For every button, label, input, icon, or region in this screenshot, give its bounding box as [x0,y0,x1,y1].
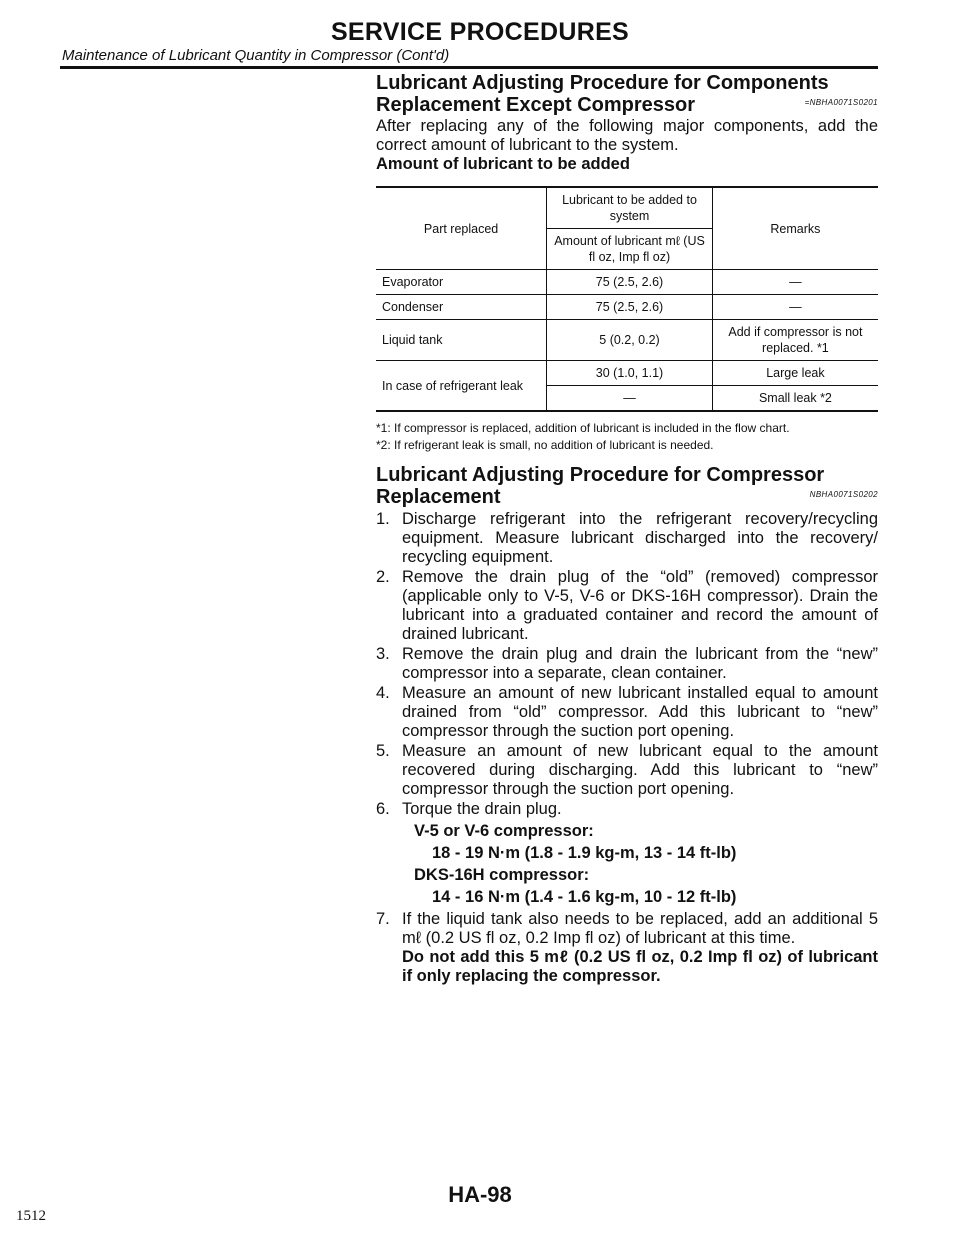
main-content [376,72,878,987]
cell-remarks: — [712,295,878,320]
header-divider [60,66,878,69]
reference-code: NBHA0071S0202 [809,490,878,499]
footnote [376,437,878,454]
footnote [376,420,878,437]
list-item [376,510,878,567]
cell-amount: 75 (2.5, 2.6) [547,295,713,320]
cell-remarks: Add if compressor is not replaced. *1 [712,320,878,361]
reference-code: =NBHA0071S0201 [804,98,878,107]
table-row [376,320,878,361]
cell-amount: 5 (0.2, 0.2) [547,320,713,361]
table-row [376,295,878,320]
header-lubricant-to-add: Lubricant to be added to system [547,187,713,229]
cell-part: In case of refrigerant leak [376,361,547,412]
step-text: Remove the drain plug and drain the lubricant from the “new” compressor into a separate, clean container. [402,645,878,682]
list-item [376,910,878,986]
cell-part: Condenser [376,295,547,320]
table-footnotes [376,420,878,454]
section-title-line: Replacement [376,486,501,508]
header-amount-of-lubricant: Amount of lubricant mℓ (US fl oz, Imp fl oz) [547,229,713,270]
step-number: 1. [376,510,390,528]
footnote-mark: *1: [376,421,391,435]
cell-amount: 75 (2.5, 2.6) [547,270,713,295]
torque-value-dks16h: 14 - 16 N·m (1.4 - 1.6 kg-m, 10 - 12 ft-lb) [432,888,737,906]
table-row [376,361,878,386]
table-row [376,270,878,295]
torque-label-v5-v6: V-5 or V-6 compressor: [414,822,594,840]
step-warning: Do not add this 5 mℓ (0.2 US fl oz, 0.2 Imp fl oz) of lubricant if only replacing the compressor. [402,948,878,985]
intro-paragraph: After replacing any of the following major components, add the correct amount of lubricant to the system. [376,117,878,154]
page-number: HA-98 [448,1182,512,1207]
step-text [402,910,878,986]
step-number: 6. [376,800,390,818]
list-item [376,568,878,644]
step-number: 2. [376,568,390,586]
section-title-line: Lubricant Adjusting Procedure for Compressor [376,464,825,486]
step-text: Remove the drain plug of the “old” (removed) compressor (applicable only to V-5, V-6 or DKS-16H compressor). Drain the lubricant into a graduated container and record the amount of drained lubricant. [402,568,878,643]
cell-amount: — [547,386,713,412]
list-item [376,800,878,819]
header-part-replaced: Part replaced [376,187,547,270]
cell-remarks: Large leak [712,361,878,386]
step-number: 7. [376,910,390,928]
section-title-line: Lubricant Adjusting Procedure for Components [376,72,829,94]
cell-amount: 30 (1.0, 1.1) [547,361,713,386]
section-title-line: Replacement Except Compressor [376,94,696,116]
torque-label-dks16h: DKS-16H compressor: [414,866,590,884]
list-item [376,684,878,741]
cell-remarks: Small leak *2 [712,386,878,412]
lubricant-table [376,186,878,412]
step-text: Measure an amount of new lubricant equal to the amount recovered during discharging. Add this lubricant to “new” compressor through the suction port opening. [402,742,878,798]
cell-remarks: — [712,270,878,295]
page-header-title: SERVICE PROCEDURES [330,18,630,46]
footnote-text: If compressor is replaced, addition of lubricant is included in the flow chart. [394,421,790,435]
step-number: 5. [376,742,390,760]
footnote-text: If refrigerant leak is small, no addition of lubricant is needed. [394,438,714,452]
page-header-subtitle: Maintenance of Lubricant Quantity in Compressor (Cont'd) [62,47,450,64]
section-title-compressor [376,464,878,508]
list-item [376,645,878,683]
cell-part: Evaporator [376,270,547,295]
header-remarks: Remarks [712,187,878,270]
list-item [376,742,878,799]
step-text: Torque the drain plug. [402,800,562,818]
section-title-components [376,72,878,116]
step-number: 4. [376,684,390,702]
side-page-number: 1512 [16,1208,46,1224]
torque-value-v5-v6: 18 - 19 N·m (1.8 - 1.9 kg-m, 13 - 14 ft-lb) [432,844,737,862]
step-number: 3. [376,645,390,663]
step-text: Discharge refrigerant into the refrigerant recovery/recycling equipment. Measure lubricant discharged into the recovery/ recycling equipment. [402,510,878,566]
table-subheading: Amount of lubricant to be added [376,155,630,173]
footnote-mark: *2: [376,438,391,452]
cell-part: Liquid tank [376,320,547,361]
step-text-body: If the liquid tank also needs to be replaced, add an additional 5 mℓ (0.2 US fl oz, 0.2 Imp fl oz) of lubricant at this time. [402,910,878,947]
step-text: Measure an amount of new lubricant installed equal to amount drained from “old” compressor. Add this lubricant to “new” compressor through the suction port opening. [402,684,878,740]
procedure-steps [376,510,878,986]
